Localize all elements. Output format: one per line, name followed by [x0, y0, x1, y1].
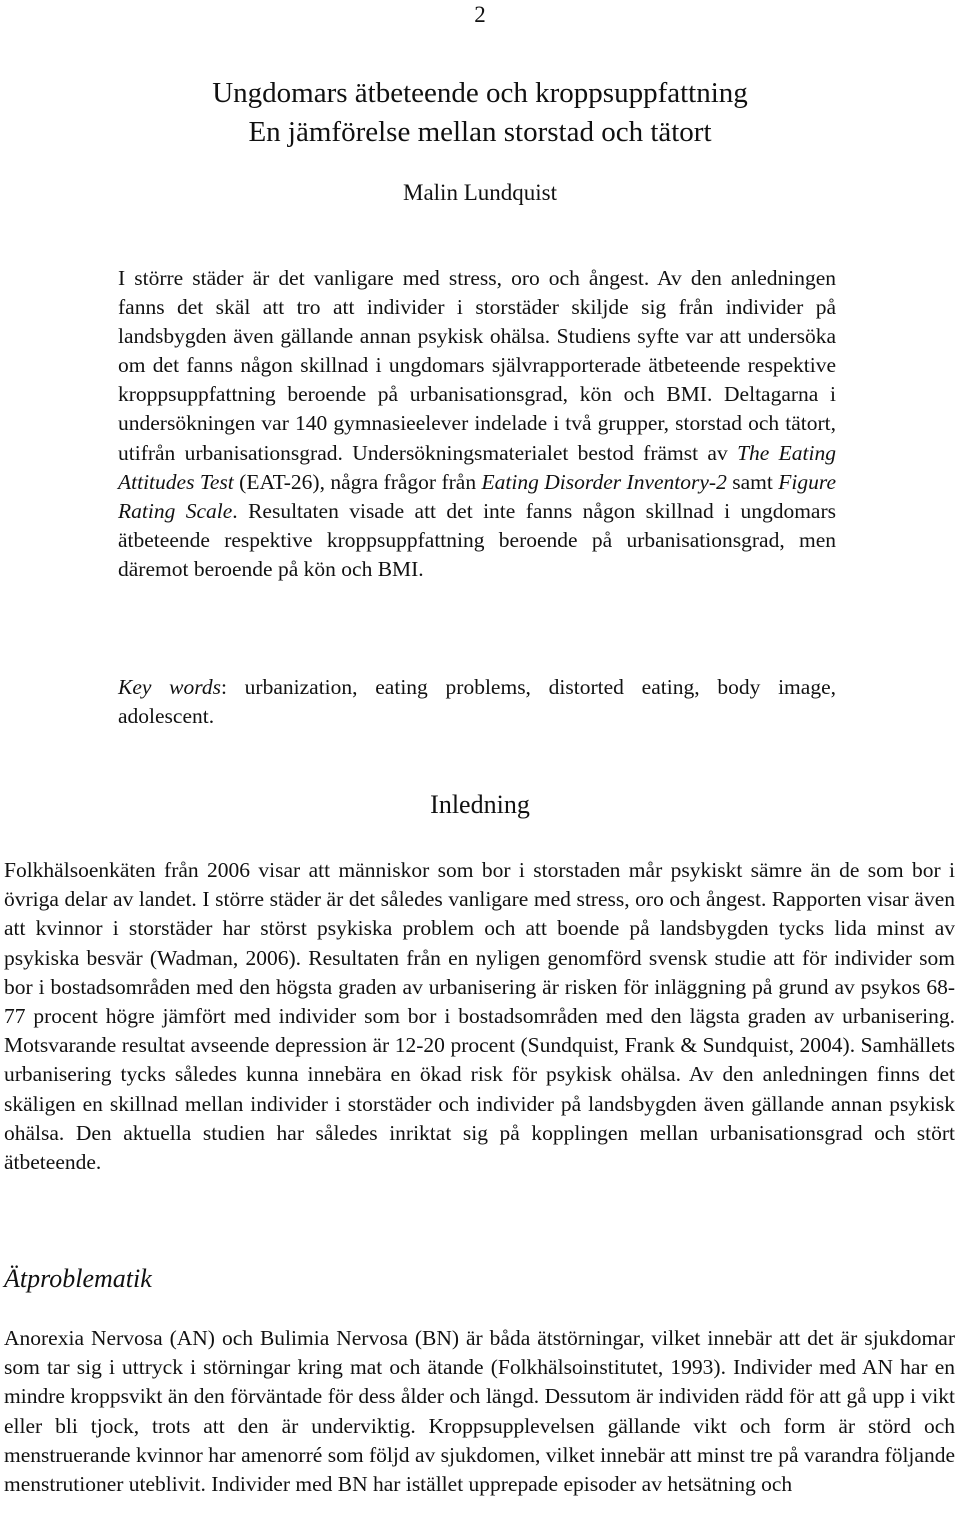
abstract-text-4: . Resultaten visade att det inte fanns någon skillnad i ungdomars ätbeteende respektive kroppsuppfattning beroende på urbanisationsgrad, men däremot beroende på kön och BMI. [118, 498, 837, 581]
abstract-text-3: samt [726, 469, 779, 494]
section-heading-introduction: Inledning [430, 790, 530, 819]
title-line-2: En jämförelse mellan storstad och tätort [248, 116, 712, 148]
abstract [118, 264, 836, 584]
introduction-paragraph: Folkhälsoenkäten från 2006 visar att människor som bor i storstaden mår psykiskt sämre än de som bor i övriga delar av landet. I större städer är det således vanligare med stress, oro och ångest. Rapporten visar även att kvinnor i storstäder har störst psykiska problem och att boende på landsbygden tycks lida minst av psykiska besvär (Wadman, 2006). Resultaten från en nyligen genomförd svensk studie att för individer som bor i bostadsområden med den högsta graden av urbanisering är risken för inläggning på grund av psykos 68-77 procent högre jämfört med individer som bor i bostadsområden med den lägsta graden av urbanisering. Motsvarande resultat avseende depression är 12-20 procent (Sundquist, Frank & Sundquist, 2004). Samhällets urbanisering tycks således kunna innebära en ökad risk för psykisk ohälsa. Av den anledningen finns det skäligen en skillnad mellan individer i storstäder och individer på landsbygden även gällande annan psykisk ohälsa. Den aktuella studien har således inriktat sig på kopplingen mellan urbanisationsgrad och stört ätbeteende. [4, 858, 955, 1175]
keywords [118, 673, 836, 731]
keywords-label: Key words [118, 675, 221, 699]
abstract-instrument-frs: Figure Rating Scale [118, 469, 836, 523]
abstract-text-1: I större städer är det vanligare med stress, oro och ångest. Av den anledningen fanns det skäl att tro att individer i storstäder skiljde sig från individer på landsbygden även gällande annan psykisk ohälsa. Studiens syfte var att undersöka om det fanns någon skillnad i ungdomars självrapporterade ätbeteende respektive kroppsuppfattning beroende på urbanisationsgrad, kön och BMI. Deltagarna i undersökningen var 140 gymnasieelever indelade i två grupper, storstad och tätort, utifrån urbanisationsgrad. Undersökningsmaterialet bestod främst av [118, 266, 836, 465]
abstract-text-2: (EAT-26), några frågor från [233, 469, 482, 494]
page-number: 2 [474, 2, 486, 27]
subheading-eating-problems: Ätproblematik [4, 1264, 152, 1293]
abstract-instrument-eat: The Eating Attitudes Test [118, 440, 836, 494]
eating-problems-paragraph: Anorexia Nervosa (AN) och Bulimia Nervosa (BN) är båda ätstörningar, vilket innebär att det är sjukdomar som tar sig i uttryck i störningar kring mat och ätande (Folkhälsoinstitutet, 1993). Individer med AN har en mindre kroppsvikt än den förväntade för dess ålder och längd. Dessutom är individen rädd för att gå upp i vikt eller bli tjock, trots att den är underviktig. Kroppsupplevelsen gällande vikt och form är störd och menstruerande kvinnor har amenorré som följd av sjukdomen, vilket innebär att minst tre på varandra följande menstrutioner uteblivit. Individer med BN har istället upprepade episoder av hetsätning och [4, 1326, 955, 1497]
author-name: Malin Lundquist [403, 180, 557, 205]
title-line-1: Ungdomars ätbeteende och kroppsuppfattning [212, 77, 748, 109]
paper-title [0, 74, 960, 152]
abstract-instrument-edi: Eating Disorder Inventory-2 [481, 469, 727, 494]
keywords-text: : urbanization, eating problems, distorted eating, body image, adolescent. [118, 675, 836, 728]
